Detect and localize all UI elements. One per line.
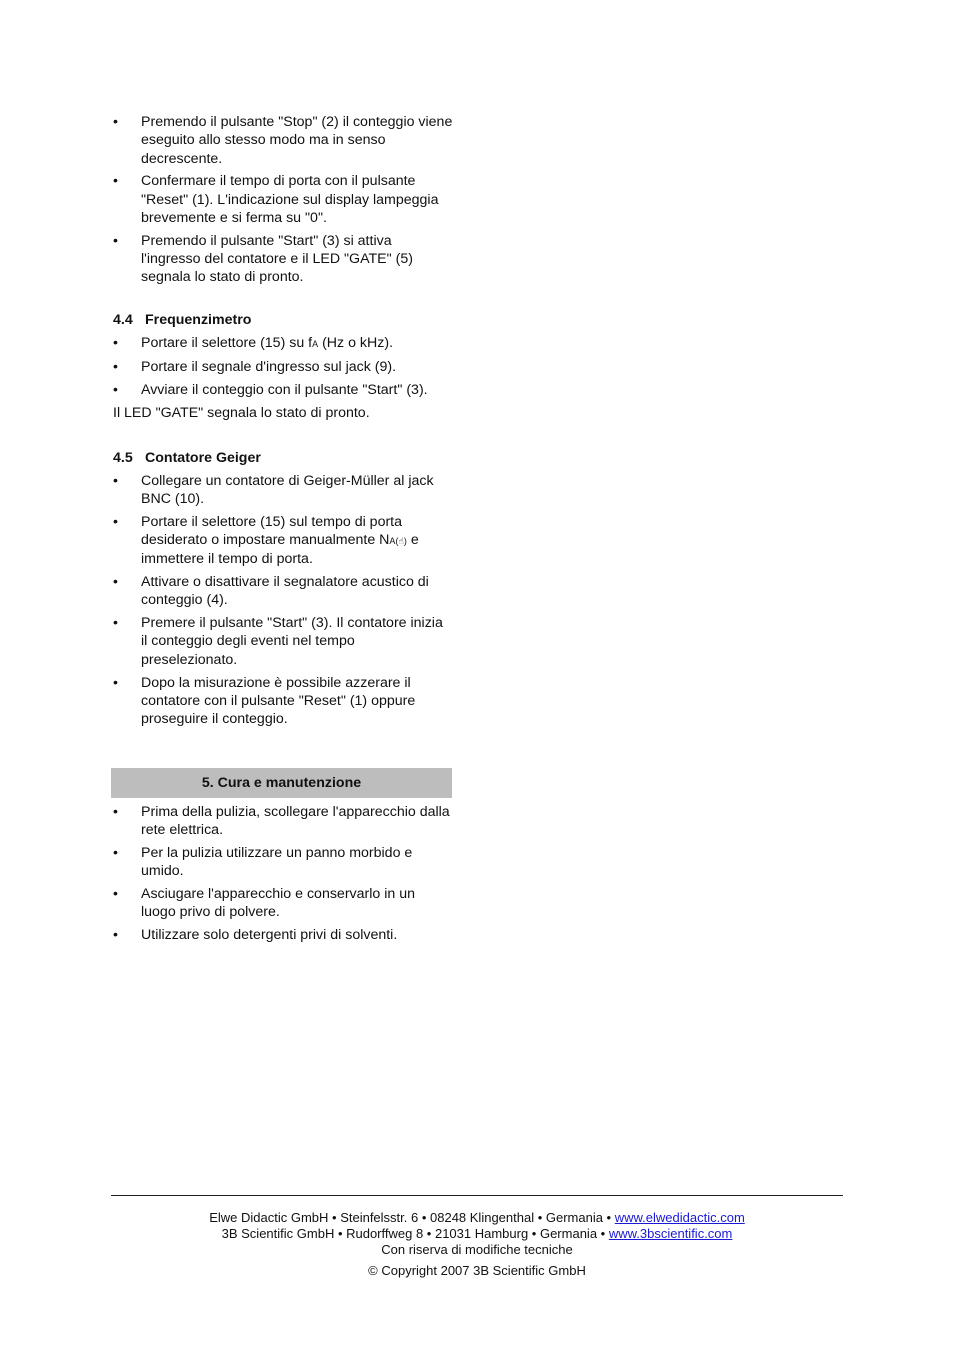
list-item: • Premendo il pulsante "Start" (3) si attiva l'ingresso del contatore e il LED "GATE" (5) segnala lo stato di pronto. xyxy=(113,232,453,287)
footer-copyright: © Copyright 2007 3B Scientific GmbH xyxy=(368,1263,586,1278)
bullet-list-frequenzimetro xyxy=(113,334,453,399)
list-item: • Premere il pulsante "Start" (3). Il contatore inizia il conteggio degli eventi nel tempo preselezionato. xyxy=(113,614,453,669)
list-item: • Attivare o disattivare il segnalatore acustico di conteggio (4). xyxy=(113,573,453,610)
footer-disclaimer: Con riserva di modifiche tecniche xyxy=(381,1242,573,1257)
hand-icon: (☝) xyxy=(395,535,407,546)
section-title-bar: 5. Cura e manutenzione xyxy=(111,768,452,798)
list-item: • Portare il segnale d'ingresso sul jack (9). xyxy=(113,358,453,376)
list-item: • Utilizzare solo detergenti privi di solventi. xyxy=(113,926,453,944)
footer-line-3b: 3B Scientific GmbH • Rudorffweg 8 • 21031 Hamburg • Germania • www.3bscientific.com xyxy=(221,1226,733,1241)
section-heading-4-5: 4.5 Contatore Geiger xyxy=(113,449,261,466)
footer-divider xyxy=(111,1195,843,1196)
elwe-link[interactable]: www.elwedidactic.com xyxy=(614,1210,745,1225)
footer xyxy=(111,1210,843,1279)
bullet-list-geiger xyxy=(113,472,453,729)
list-item: • Avviare il conteggio con il pulsante "Start" (3). xyxy=(113,381,453,399)
list-item: • Per la pulizia utilizzare un panno morbido e umido. xyxy=(113,844,453,881)
list-item: • Premendo il pulsante "Stop" (2) il conteggio viene eseguito allo stesso modo ma in senso decrescente. xyxy=(113,113,453,168)
bullet-list-care xyxy=(113,803,453,945)
bullet-list-top xyxy=(113,113,453,287)
footer-line-elwe: Elwe Didactic GmbH • Steinfelsstr. 6 • 08248 Klingenthal • Germania • www.elwedidactic.com xyxy=(209,1210,745,1225)
list-item: • Dopo la misurazione è possibile azzerare il contatore con il pulsante "Reset" (1) oppure proseguire il conteggio. xyxy=(113,674,453,729)
list-item: • Portare il selettore (15) su fA (Hz o kHz). xyxy=(113,334,453,353)
main-column xyxy=(113,113,453,949)
list-item: • Asciugare l'apparecchio e conservarlo in un luogo privo di polvere. xyxy=(113,885,453,922)
paragraph-note: Il LED "GATE" segnala lo stato di pronto. xyxy=(113,404,370,421)
list-item: • Portare il selettore (15) sul tempo di porta desiderato o impostare manualmente NA(☝) e immettere il tempo di porta. xyxy=(113,513,453,569)
list-item: • Confermare il tempo di porta con il pulsante "Reset" (1). L'indicazione sul display lampeggia brevemente e si ferma su "0". xyxy=(113,172,453,227)
section-heading-4-4: 4.4 Frequenzimetro xyxy=(113,312,252,329)
3bscientific-link[interactable]: www.3bscientific.com xyxy=(608,1226,733,1241)
list-item: • Collegare un contatore di Geiger-Müller al jack BNC (10). xyxy=(113,472,453,509)
list-item: • Prima della pulizia, scollegare l'apparecchio dalla rete elettrica. xyxy=(113,803,453,840)
